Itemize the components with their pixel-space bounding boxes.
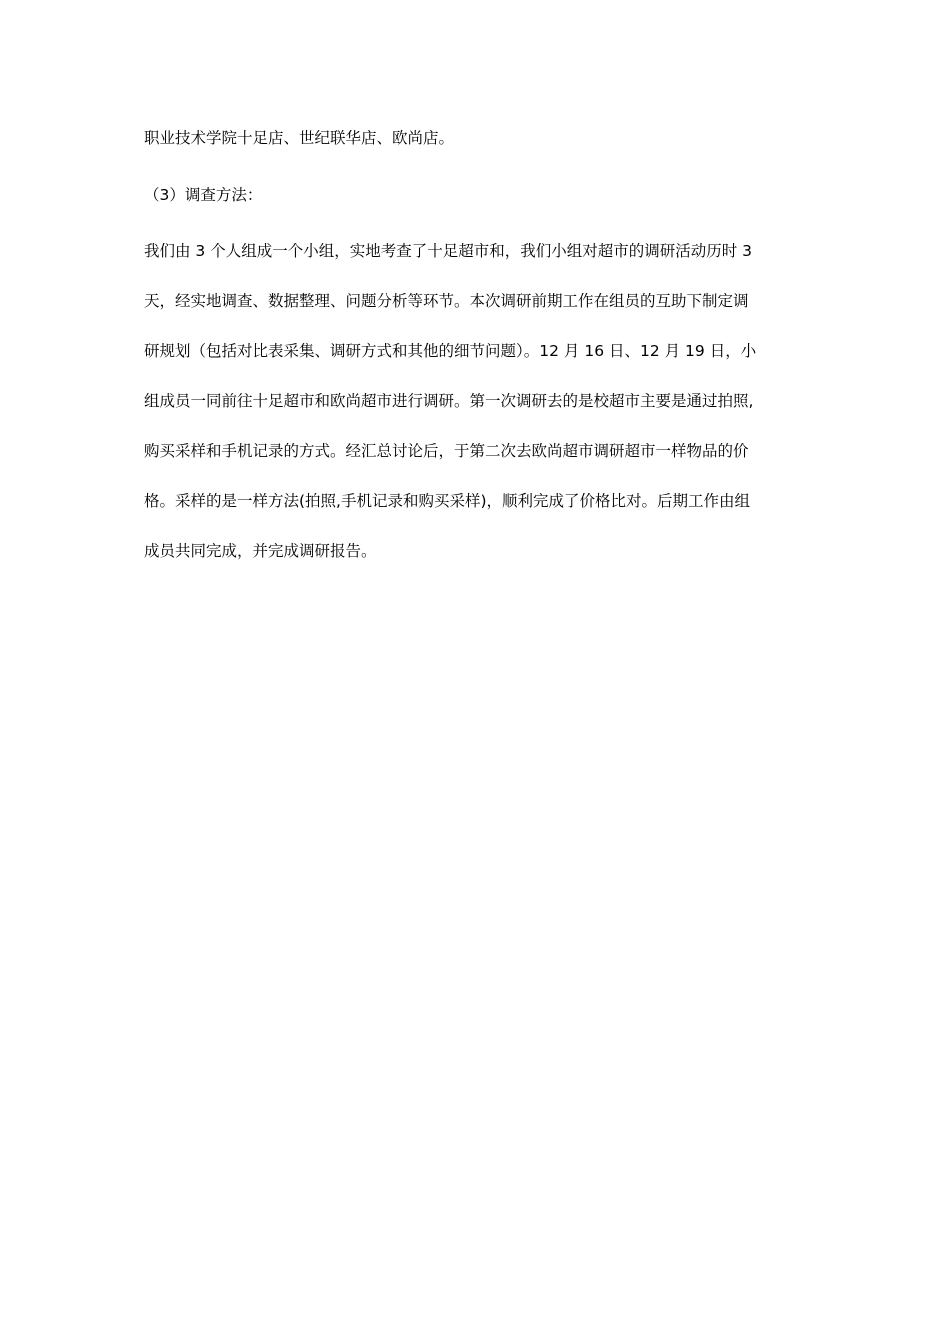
text-line-5: 研规划（包括对比表采集、调研方式和其他的细节问题）。12 月 16 日、12 月 19 日，小 [144,342,757,360]
section-heading-survey-method: （3）调查方法： [144,186,263,204]
text-line-9: 成员共同完成，并完成调研报告。 [144,542,377,560]
text-line-3: 我们由 3 个人组成一个小组，实地考查了十足超市和，我们小组对超市的调研活动历时 3 [144,242,753,260]
text-line-4: 天，经实地调查、数据整理、问题分析等环节。本次调研前期工作在组员的互助下制定调 [144,292,749,310]
text-line-7: 购买采样和手机记录的方式。经汇总讨论后，于第二次去欧尚超市调研超市一样物品的价 [144,442,749,460]
text-line-6: 组成员一同前往十足超市和欧尚超市进行调研。第一次调研去的是校超市主要是通过拍照, [144,392,754,410]
text-line-1: 职业技术学院十足店、世纪联华店、欧尚店。 [144,129,455,147]
text-line-8: 格。采样的是一样方法(拍照,手机记录和购买采样)，顺利完成了价格比对。后期工作由组 [144,492,751,510]
